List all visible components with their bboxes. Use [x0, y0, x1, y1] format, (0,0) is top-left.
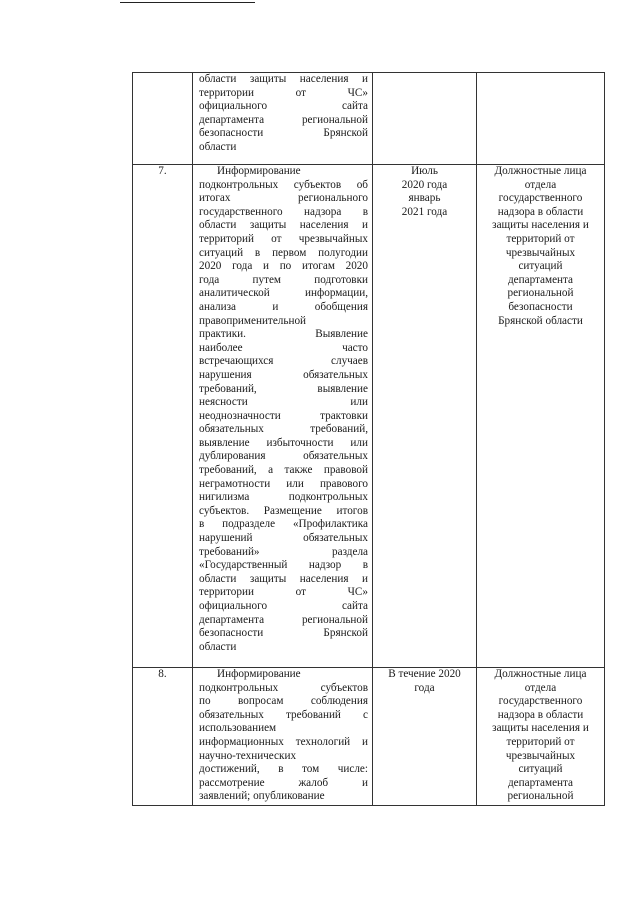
responsible-text-line: Брянской области [498, 314, 583, 327]
task-text-line: нигилизма подконтрольных [199, 491, 368, 504]
task-text-line: официального сайта [199, 100, 368, 113]
task-text-line: ситуаций в первом полугодии [199, 246, 368, 259]
responsible-text-line: надзора в области [497, 205, 584, 218]
task-text-line: нарушения обязательных [199, 368, 368, 381]
responsible-cell [477, 73, 605, 165]
task-text-line: 2020 года и по итогам 2020 [199, 260, 368, 273]
task-text-line: в подразделе «Профилактика [199, 518, 368, 531]
period-cell [373, 165, 477, 668]
task-text-line: дублирования обязательных [199, 450, 368, 463]
period-text-line: Июль [411, 165, 438, 177]
task-cell [193, 165, 373, 668]
task-text-line: информационных технологий и [199, 735, 368, 748]
responsible-text-line: надзора в области [497, 708, 584, 721]
responsible-cell [477, 668, 605, 806]
row-number: 8. [133, 668, 193, 806]
period-text-line: года [414, 681, 435, 694]
responsible-text-line: отдела [524, 178, 557, 191]
period-text-line: В течение 2020 [388, 668, 461, 680]
row-number [133, 73, 193, 165]
task-text-line: неграмотности или правового [199, 477, 368, 490]
task-text-line: анализа и обобщения [199, 300, 368, 313]
period-text-line: январь [408, 192, 441, 205]
task-text-line: неясности или [199, 396, 368, 409]
task-text-line: обязательных требований, [199, 423, 368, 436]
task-text-line: использованием [199, 722, 277, 735]
responsible-text-line: территорий от [506, 232, 575, 245]
task-cell [193, 668, 373, 806]
responsible-text-line: чрезвычайных [505, 749, 576, 762]
responsible-text-line: региональной [507, 287, 574, 300]
task-text-line: заявлений; опубликование [199, 790, 325, 803]
task-text-line: научно-технических [199, 749, 297, 762]
task-text-line: территорий от чрезвычайных [199, 232, 368, 245]
responsible-text-line: региональной [507, 790, 574, 803]
responsible-cell [477, 165, 605, 668]
responsible-text-line: территорий от [506, 735, 575, 748]
task-text-line: требований» раздела [199, 545, 368, 558]
task-text-line: требований, а также правовой [199, 464, 368, 477]
table-row [133, 165, 605, 668]
task-text-line: подконтрольных субъектов [199, 681, 368, 694]
table-row [133, 668, 605, 806]
row-number: 7. [133, 165, 193, 668]
task-text-line: области защиты населения и [199, 219, 368, 232]
task-text-line: «Государственный надзор в [199, 559, 368, 572]
task-text-line: субъектов. Размещение итогов [199, 504, 368, 517]
task-text-line: безопасности Брянской [199, 127, 368, 140]
task-text-line: области [199, 140, 237, 153]
table-row [133, 73, 605, 165]
task-text-line: департамента региональной [199, 613, 368, 626]
task-text-line: подконтрольных субъектов об [199, 178, 368, 191]
period-cell [373, 73, 477, 165]
task-text-line: выявление избыточности или [199, 436, 368, 449]
plan-table [132, 72, 605, 806]
task-text-line: наиболее часто [199, 341, 368, 354]
task-text-line: года путем подготовки [199, 273, 368, 286]
task-text-line: практики. Выявление [199, 328, 368, 341]
task-text-line: правоприменительной [199, 314, 307, 327]
task-text-line: территории от ЧС» [199, 86, 368, 99]
task-text-line: Информирование [217, 668, 301, 680]
task-cell [193, 73, 373, 165]
period-text-line: 2021 года [401, 205, 448, 218]
responsible-text-line: ситуаций [518, 260, 563, 273]
responsible-text-line: защиты населения и [492, 219, 589, 232]
task-text-line: области [199, 640, 237, 653]
responsible-text-line: департамента [507, 776, 574, 789]
task-text-line: области защиты населения и [199, 572, 368, 585]
header-rule [120, 2, 255, 3]
task-text-line: аналитической информации, [199, 287, 368, 300]
task-text-line: официального сайта [199, 600, 368, 612]
task-text-line: рассмотрение жалоб и [199, 776, 368, 789]
task-text-line: итогах регионального [199, 192, 368, 205]
plan-table-body [133, 73, 605, 806]
responsible-text-line: безопасности [508, 300, 573, 313]
task-text-line: по вопросам соблюдения [199, 695, 368, 708]
period-cell [373, 668, 477, 806]
task-text-line: встречающихся случаев [199, 355, 368, 368]
period-text-line: 2020 года [401, 178, 448, 191]
task-text-line: нарушений обязательных [199, 532, 368, 545]
task-text-line: государственного надзора в [199, 205, 368, 218]
responsible-text-line: ситуаций [518, 763, 563, 776]
task-text-line: неоднозначности трактовки [199, 409, 368, 422]
task-text-line: департамента региональной [199, 113, 368, 126]
task-text-line: безопасности Брянской [199, 627, 368, 640]
task-text-line: территории от ЧС» [199, 586, 368, 599]
task-text-line: Информирование [217, 165, 301, 177]
responsible-text-line: Должностные лица [494, 165, 587, 177]
responsible-text-line: защиты населения и [492, 722, 589, 735]
responsible-text-line: государственного [498, 695, 583, 708]
task-text-line: области защиты населения и [199, 73, 368, 85]
task-text-line: достижений, в том числе: [199, 763, 368, 776]
task-text-line: требований, выявление [199, 382, 368, 395]
responsible-text-line: государственного [498, 192, 583, 205]
responsible-text-line: отдела [524, 681, 557, 694]
responsible-text-line: Должностные лица [494, 668, 587, 680]
responsible-text-line: чрезвычайных [505, 246, 576, 259]
responsible-text-line: департамента [507, 273, 574, 286]
task-text-line: обязательных требований с [199, 708, 368, 721]
